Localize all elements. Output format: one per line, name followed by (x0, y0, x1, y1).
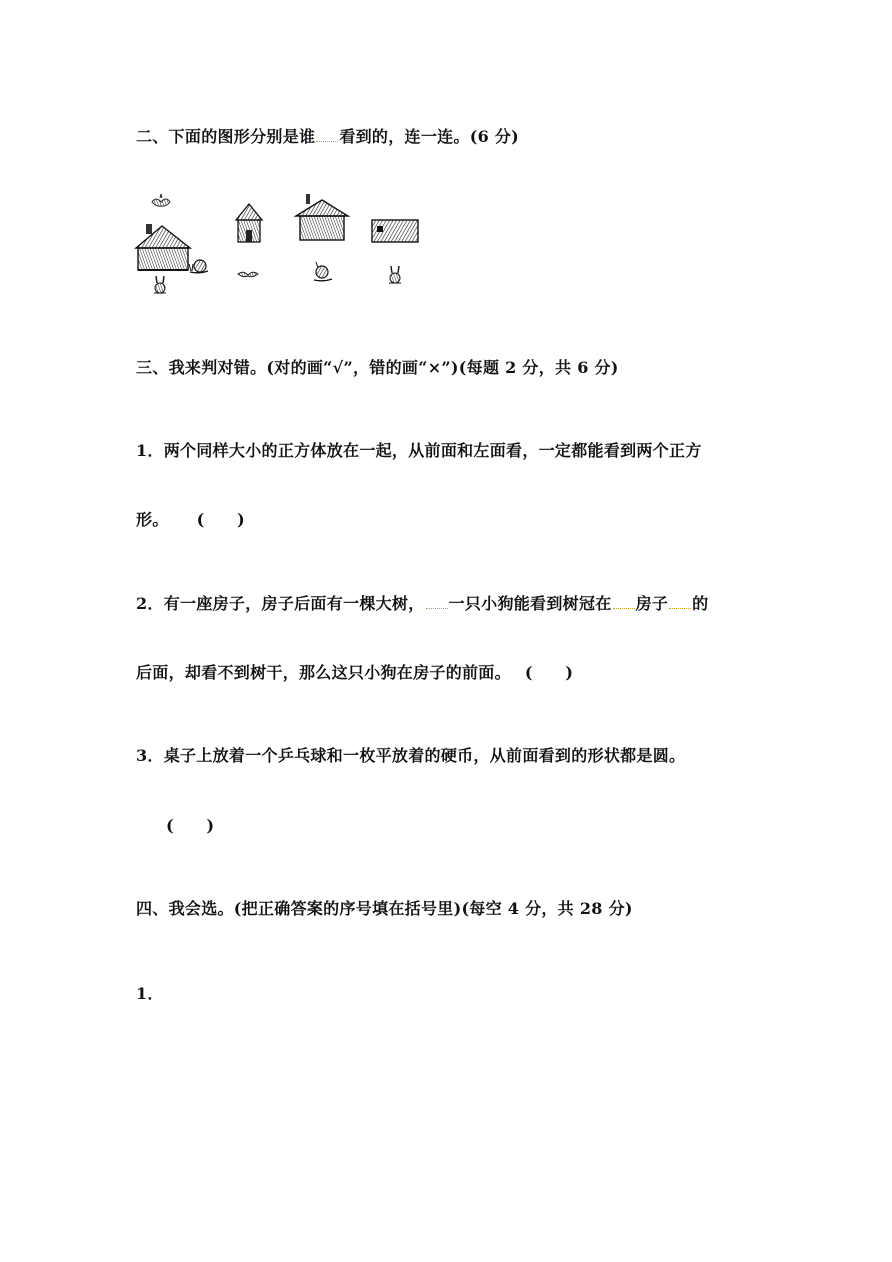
section3-title: 三、我来判对错。(对的画“√”，错的画“×”)(每题 2 分，共 6 分) (136, 358, 619, 377)
house-side-icon (296, 194, 348, 240)
small-house-front-icon (236, 204, 262, 242)
roof-top-view-icon (372, 220, 418, 242)
answer-paren-3[interactable]: ( ) (166, 816, 215, 835)
blank-2 (426, 594, 448, 609)
viewpoint-figures (132, 192, 432, 300)
big-house-icon (136, 224, 190, 270)
bird-top-icon (152, 194, 170, 206)
question3-2-part1: 2．有一座房子，房子后面有一棵大树， (136, 594, 425, 613)
rabbit-icon (154, 276, 166, 293)
section2-title-after: 看到的，连一连。(6 分) (339, 127, 520, 146)
question3-2-line1 (136, 593, 708, 615)
question3-2-line2 (136, 662, 573, 684)
question3-3-line1: 3．桌子上放着一个乒乓球和一枚平放着的硬币，从前面看到的形状都是圆。 (136, 746, 686, 765)
snail-bottom-icon (314, 262, 332, 281)
blank-3 (613, 594, 635, 609)
question3-2-part3: 房子 (635, 594, 669, 613)
question3-2-part4: 的 (692, 594, 709, 613)
section2-title (136, 126, 519, 148)
answer-paren-2[interactable]: ( ) (524, 663, 574, 682)
answer-paren-1[interactable]: ( ) (196, 510, 245, 529)
section2-title-before: 二、下面的图形分别是谁 (136, 127, 316, 146)
question3-1-line2-text: 形。 (136, 510, 169, 529)
blank-1 (316, 127, 338, 142)
question4-1-label: 1． (136, 984, 164, 1003)
rabbit-bottom-icon (389, 266, 401, 283)
section4-title: 四、我会选。(把正确答案的序号填在括号里)(每空 4 分，共 28 分) (136, 899, 633, 918)
question3-2-part2: 一只小狗能看到树冠在 (448, 594, 612, 613)
snail-icon (189, 260, 208, 273)
blank-4 (669, 594, 691, 609)
question3-1-line1: 1．两个同样大小的正方体放在一起，从前面和左面看，一定都能看到两个正方 (136, 441, 702, 460)
figures-svg (132, 192, 432, 300)
question3-2-line2-text: 后面，却看不到树干，那么这只小狗在房子的前面。 (136, 663, 511, 682)
question3-1-line2 (136, 509, 245, 531)
bird-bottom-icon (238, 272, 258, 276)
